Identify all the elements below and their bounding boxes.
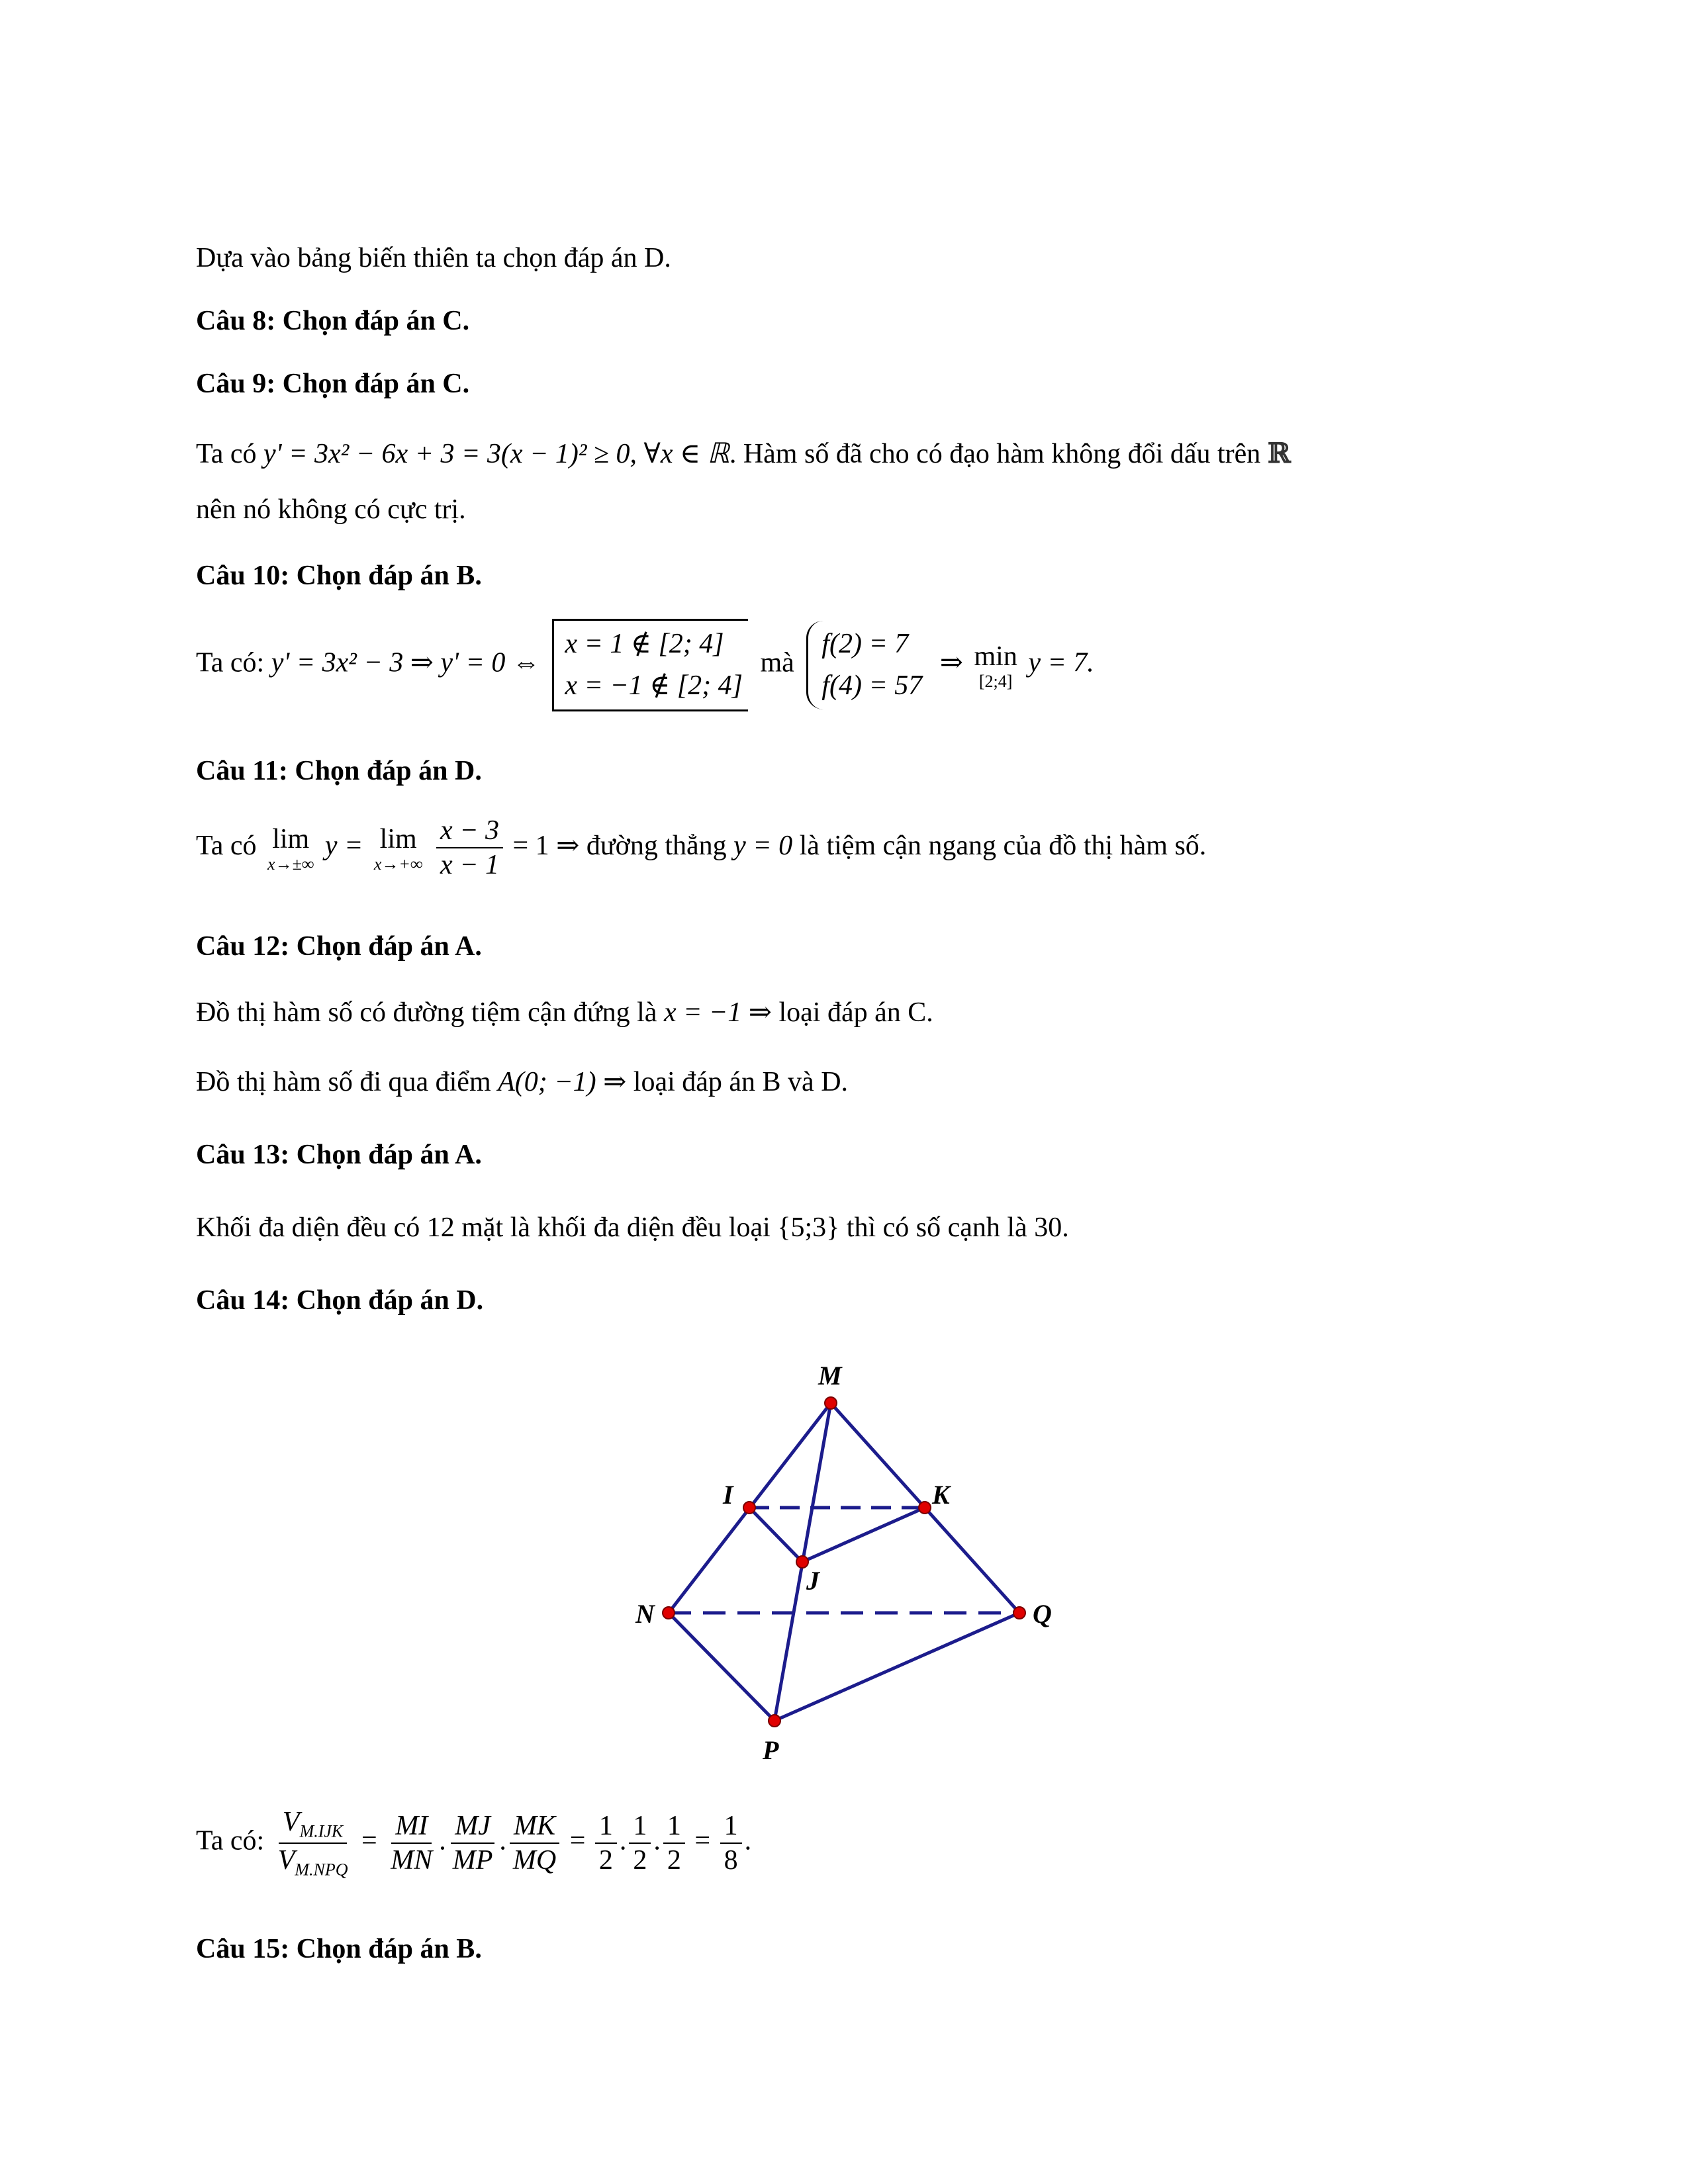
heading-cau-12: Câu 12: Chọn đáp án A. — [196, 931, 482, 962]
num: 1 — [595, 1811, 617, 1844]
den: 8 — [724, 1844, 738, 1876]
volume-mnpq: $V_{M.NPQ}$ — [277, 1844, 348, 1880]
solution-bracket — [552, 619, 748, 711]
half-2 — [629, 1811, 651, 1876]
den: MN — [391, 1844, 433, 1876]
case-1: x = 1 ∉ [2; 4] — [565, 629, 724, 659]
text: Đồ thị hàm số có đường tiệm cận đứng là — [196, 997, 657, 1028]
point-k — [919, 1502, 931, 1514]
text-line-intro: Dựa vào bảng biến thiên ta chọn đáp án D. — [196, 243, 671, 273]
half-3 — [663, 1811, 685, 1876]
tetrahedron-figure — [616, 1330, 1119, 1780]
half-1 — [595, 1811, 617, 1876]
num: MJ — [451, 1811, 494, 1844]
num: 1 — [629, 1811, 651, 1844]
prefix: Ta có — [196, 439, 257, 469]
text-cau-12-line-1 — [196, 996, 933, 1029]
heading-cau-13: Câu 13: Chọn đáp án A. — [196, 1140, 482, 1170]
heading-cau-9: Câu 9: Chọn đáp án C. — [196, 369, 470, 399]
num: 1 — [663, 1811, 685, 1844]
denominator: x − 1 — [440, 850, 499, 881]
ratio-mk-mq — [509, 1811, 560, 1876]
volume-mnpq-sub: M.NPQ — [295, 1860, 348, 1880]
derivative-equation: y' = 3x² − 3 ⇒ y' = 0 ⇔ — [271, 647, 540, 678]
points — [663, 1397, 1025, 1727]
point-i — [743, 1502, 755, 1514]
heading-cau-14: Câu 14: Chọn đáp án D. — [196, 1285, 484, 1316]
value-system — [806, 621, 927, 709]
heading-cau-10: Câu 10: Chọn đáp án B. — [196, 561, 482, 591]
label-q: Q — [1033, 1599, 1052, 1629]
schlafli-symbol: {5;3} — [777, 1212, 840, 1243]
y-equals: y = — [324, 830, 363, 861]
volume-mijk: $V_{M.IJK}$ — [279, 1807, 347, 1844]
min-interval: [2;4] — [978, 672, 1013, 692]
num: MI — [391, 1811, 432, 1844]
text: Đồ thị hàm số đi qua điểm — [196, 1067, 491, 1097]
f2-value: f(2) = 7 — [821, 629, 909, 659]
case-2: x = −1 ∉ [2; 4] — [565, 670, 743, 701]
prefix: Ta có: — [196, 647, 265, 678]
text-cau-14-ratio: Ta có: $\frac{V_{M.IJK}}{V_{M.NPQ}}$ = $\frac{MI}{MN}$ . $\frac{MJ}{MP}$ . $\frac{MK}{MQ}$ = $\frac{1}{2}$ . $\frac{1}{2}$ . $\frac{1}{2}$ = $\frac{1}{8}$ . — [196, 1807, 752, 1880]
ratio-mi-mn — [387, 1811, 436, 1876]
word-ma: mà — [760, 647, 794, 678]
heading-cau-11: Câu 11: Chọn đáp án D. — [196, 756, 482, 786]
lim-sub-2: x→+∞ — [373, 854, 423, 874]
text-cau-13-line-1 — [196, 1211, 1069, 1244]
min-operator — [974, 640, 1017, 690]
conclusion: thì có số cạnh là 30. — [846, 1212, 1069, 1243]
real-set-symbol: ℝ — [1267, 437, 1291, 469]
text: Khối đa diện đều có 12 mặt là khối đa diện đều loại — [196, 1212, 771, 1243]
point-p — [769, 1715, 780, 1727]
text-cau-11-line-1 — [196, 815, 1206, 880]
text-2: là tiệm cận ngang của đồ thị hàm số. — [799, 830, 1207, 861]
label-j: J — [806, 1566, 820, 1596]
edges — [669, 1403, 1019, 1721]
edge-np — [669, 1613, 774, 1721]
prefix: Ta có: — [196, 1825, 265, 1856]
conclusion: loại đáp án B và D. — [633, 1067, 849, 1097]
eq-1: = — [361, 1825, 377, 1856]
num: 1 — [720, 1811, 742, 1844]
fraction — [436, 815, 503, 880]
den: MQ — [512, 1844, 557, 1876]
den: 2 — [598, 1844, 613, 1876]
den: MP — [452, 1844, 493, 1876]
f4-value: f(4) = 57 — [821, 670, 923, 701]
y-zero: y = 0 — [733, 830, 793, 861]
den: 2 — [633, 1844, 647, 1876]
edge-ij — [749, 1508, 802, 1562]
num: MK — [510, 1811, 559, 1844]
point-m — [825, 1397, 837, 1409]
prefix: Ta có — [196, 830, 257, 861]
text-cau-9-line-1 — [196, 437, 1291, 471]
eq-3: = — [694, 1825, 711, 1856]
label-m: M — [818, 1361, 842, 1390]
text-cau-12-line-2 — [196, 1066, 848, 1099]
min-result: y = 7. — [1028, 647, 1094, 678]
eq-2: = — [569, 1825, 586, 1856]
heading-cau-15: Câu 15: Chọn đáp án B. — [196, 1934, 482, 1964]
volume-mijk-sub: M.IJK — [299, 1821, 344, 1841]
limit-2 — [374, 823, 423, 873]
asymptote-eq: x = −1 ⇒ — [663, 997, 772, 1028]
lim-word-2: lim — [379, 824, 417, 854]
limit-1 — [267, 823, 314, 873]
edge-jk — [802, 1508, 925, 1562]
ratio-mj-mp — [449, 1811, 497, 1876]
min-word: min — [974, 641, 1017, 672]
implies: ⇒ — [939, 647, 963, 678]
lim-word: lim — [272, 824, 310, 854]
derivative-formula: y' = 3x² − 6x + 3 = 3(x − 1)² ≥ 0, ∀x ∈ ℝ — [263, 439, 729, 469]
conclusion: loại đáp án C. — [778, 997, 933, 1028]
numerator: x − 3 — [436, 815, 503, 848]
point-a: A(0; −1) ⇒ — [498, 1067, 627, 1097]
point-q — [1013, 1607, 1025, 1619]
text-cau-10-line-1 — [196, 619, 1094, 711]
point-n — [663, 1607, 675, 1619]
label-n: N — [635, 1599, 655, 1629]
lim-sub-1: x→±∞ — [267, 854, 314, 874]
den: 2 — [667, 1844, 681, 1876]
label-k: K — [932, 1480, 950, 1510]
explanation: . Hàm số đã cho có đạo hàm không đổi dấu trên — [729, 439, 1261, 469]
volume-ratio — [274, 1807, 352, 1880]
label-i: I — [723, 1480, 733, 1510]
equals-one: = 1 ⇒ — [512, 830, 580, 861]
result-eighth — [720, 1811, 742, 1876]
heading-cau-8: Câu 8: Chọn đáp án C. — [196, 306, 470, 336]
edge-pq — [774, 1613, 1019, 1721]
text-cau-9-line-2: nên nó không có cực trị. — [196, 494, 466, 525]
text-1: đường thẳng — [586, 830, 727, 861]
label-p: P — [763, 1735, 779, 1765]
